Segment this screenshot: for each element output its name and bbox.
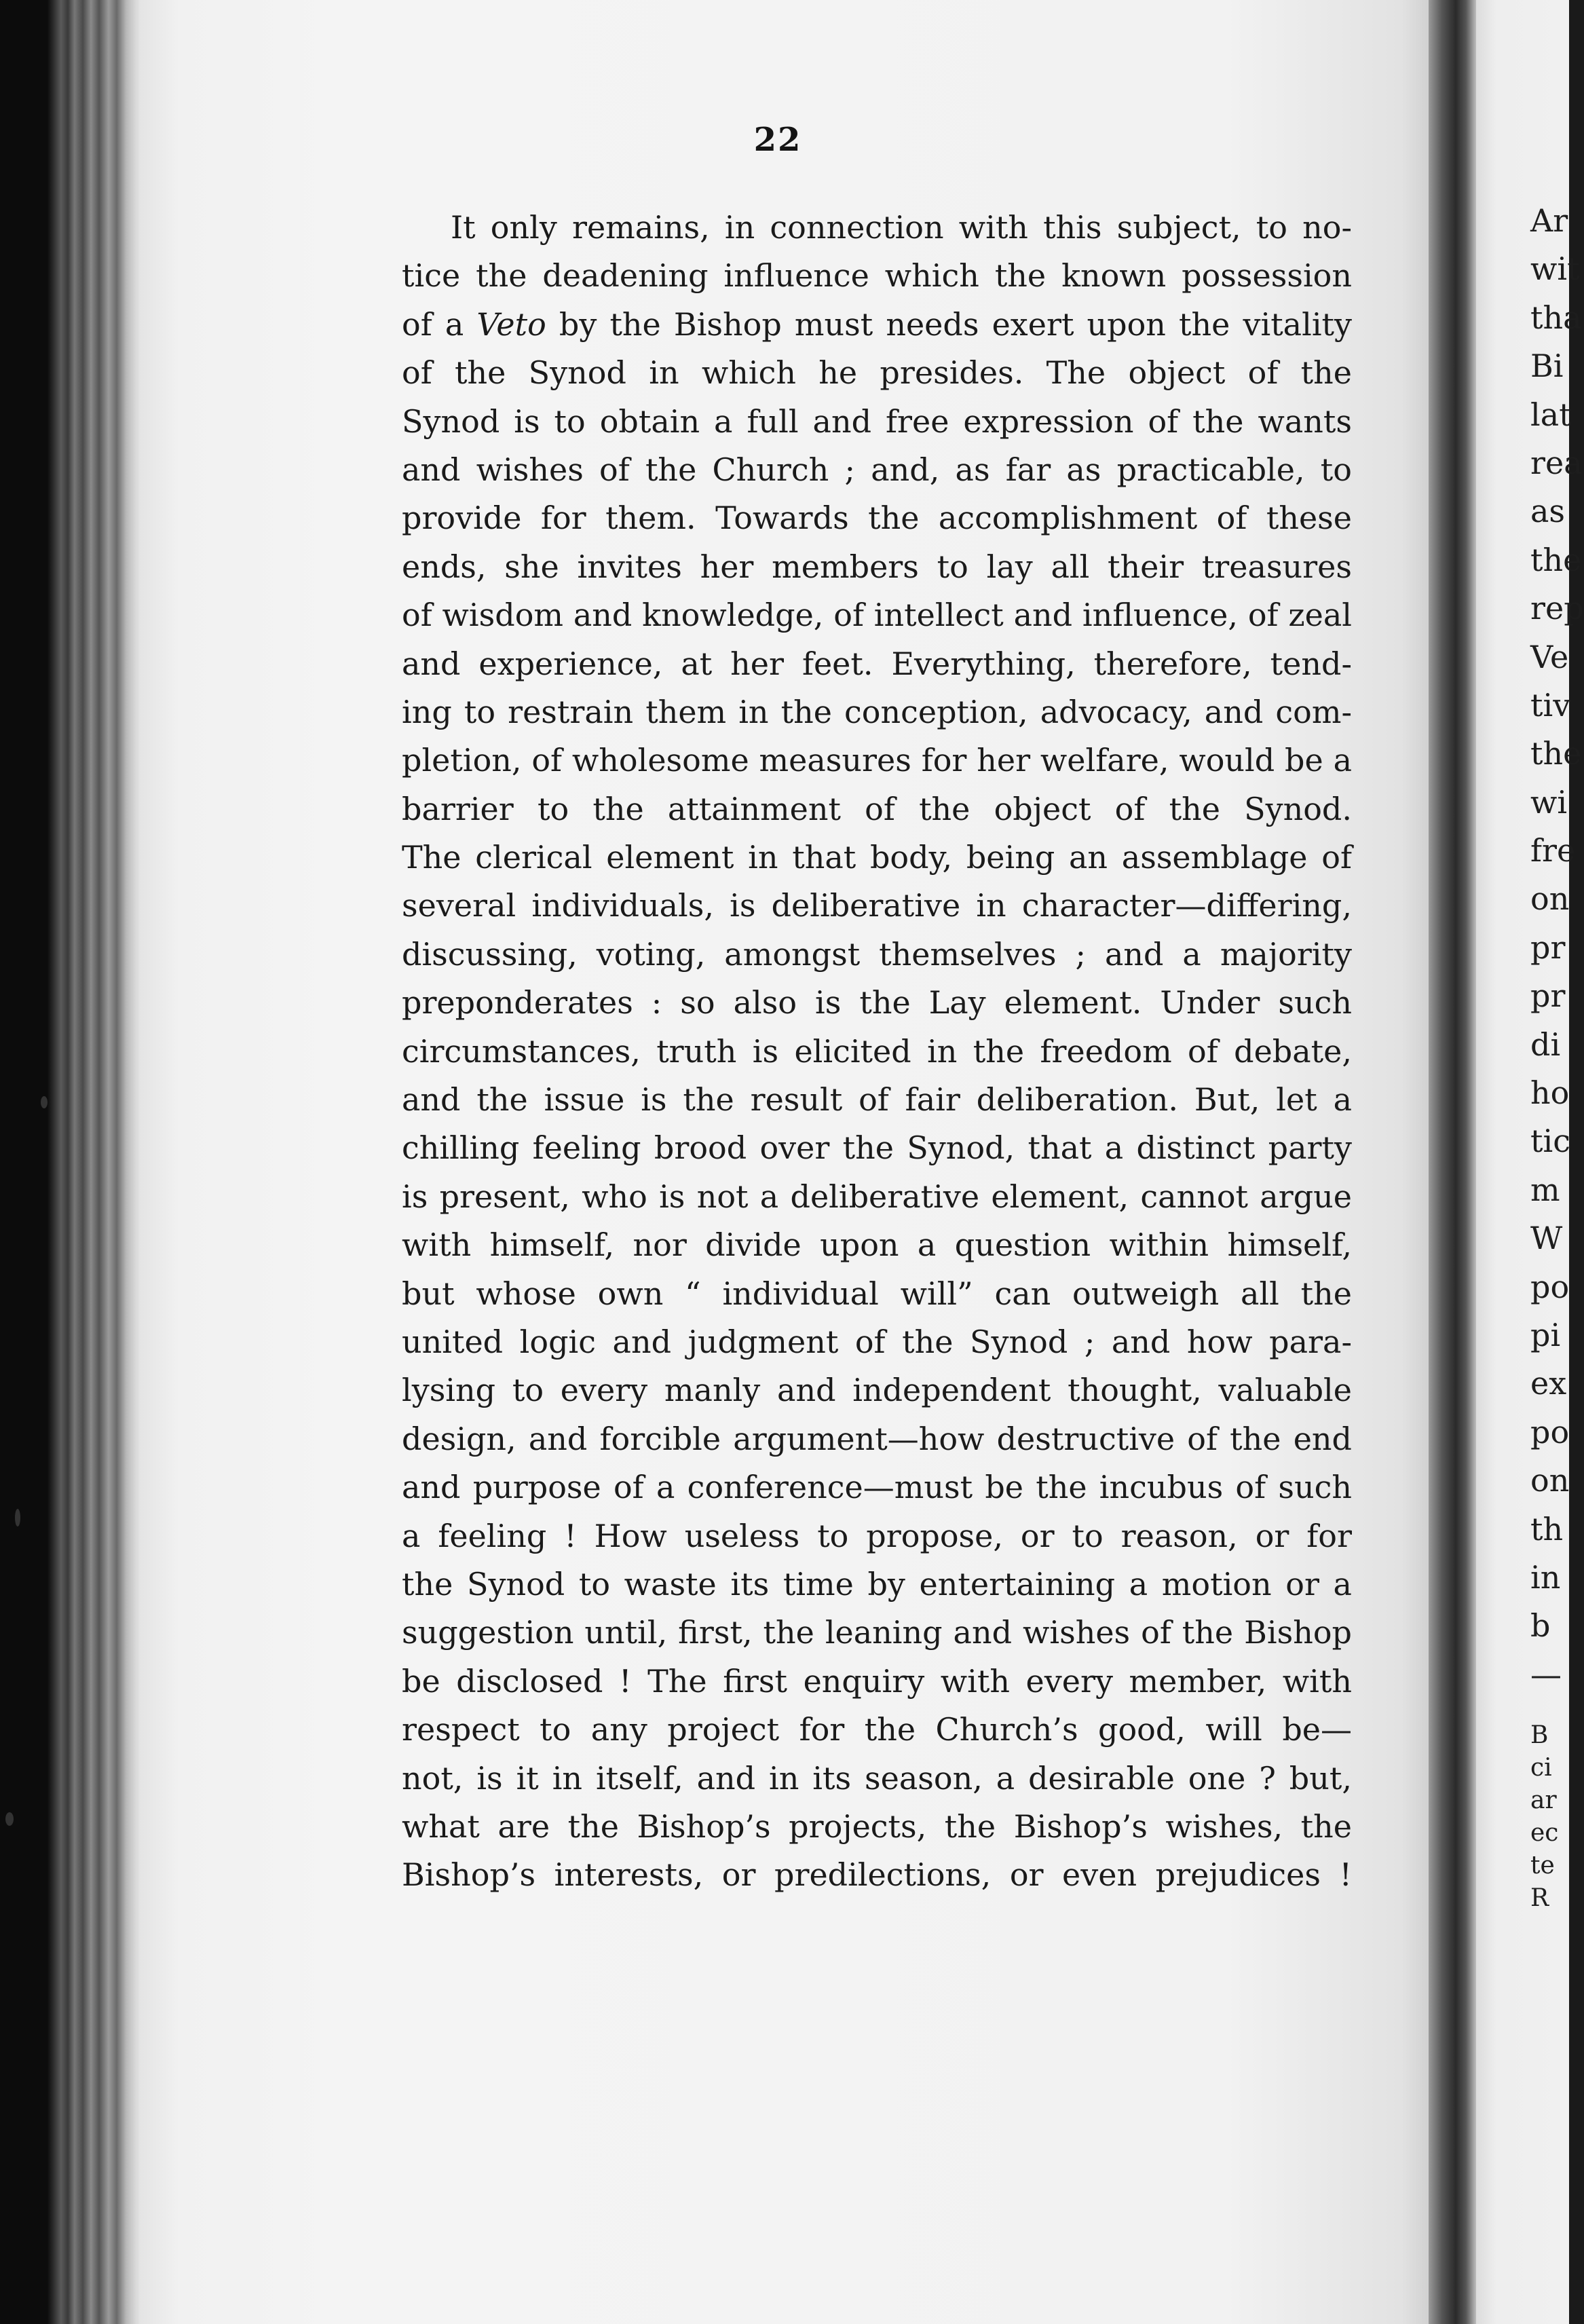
facing-page-fragment: in	[1530, 1558, 1561, 1596]
facing-page	[1476, 0, 1584, 2324]
scan-artifact	[5, 1812, 14, 1826]
text-line: several individuals, is deliberative in character—differing,	[402, 887, 1352, 924]
facing-page-fragment: th	[1530, 1510, 1564, 1548]
facing-page-fragment: b	[1530, 1607, 1551, 1645]
facing-page-fragment: —	[1530, 1655, 1562, 1693]
text-line: respect to any project for the Church’s good, will be—	[402, 1711, 1352, 1748]
facing-page-fragment: rep	[1530, 590, 1584, 627]
text-line: and purpose of a conference—must be the incubus of such	[402, 1469, 1352, 1506]
text-line: and the issue is the result of fair deliberation. But, let a	[402, 1081, 1352, 1119]
facing-page-fragment: tic	[1530, 1123, 1570, 1160]
facing-page-fragment: tha	[1530, 299, 1582, 336]
facing-page-footnote-fragment: ec	[1530, 1819, 1559, 1848]
text-line: be disclosed ! The first enquiry with every member, with	[402, 1662, 1352, 1700]
text-line: is present, who is not a deliberative element, cannot argue	[402, 1178, 1352, 1215]
facing-page-fragment: W	[1530, 1220, 1563, 1257]
facing-page-fragment: ho	[1530, 1074, 1570, 1112]
facing-page-fragment: m	[1530, 1171, 1560, 1208]
facing-page-footnote-fragment: B	[1530, 1721, 1549, 1750]
facing-page-fragment: fre	[1530, 832, 1576, 869]
text-line: provide for them. Towards the accomplishment of these	[402, 500, 1352, 537]
text-line: not, is it in itself, and in its season, a desirable one ? but,	[402, 1759, 1352, 1797]
left-book-edge	[0, 0, 143, 2324]
text-line: pletion, of wholesome measures for her welfare, would be a	[402, 742, 1352, 779]
text-line: the Synod to waste its time by entertaining a motion or a	[402, 1565, 1352, 1603]
facing-page-fragment: wi	[1530, 783, 1568, 821]
text-line: ing to restrain them in the conception, advocacy, and com-	[402, 693, 1352, 730]
facing-page-fragment: wit	[1530, 250, 1580, 288]
text-line: preponderates : so also is the Lay element. Under such	[402, 984, 1352, 1022]
facing-page-fragment: lat	[1530, 396, 1572, 433]
facing-page-fragment: Ar	[1530, 202, 1568, 239]
facing-page-fragment: pi	[1530, 1316, 1561, 1353]
text-line: united logic and judgment of the Synod ; and how para-	[402, 1323, 1352, 1360]
facing-page-gap	[1530, 1699, 1584, 1719]
text-line: a feeling ! How useless to propose, or to reason, or for	[402, 1517, 1352, 1554]
text-line: but whose own “ individual will” can outweigh all the	[402, 1275, 1352, 1312]
italic-word: Veto	[476, 305, 546, 343]
facing-page-text	[1530, 197, 1584, 1915]
text-line: lysing to every manly and independent thought, valuable	[402, 1372, 1352, 1409]
text-line: circumstances, truth is elicited in the freedom of debate,	[402, 1032, 1352, 1070]
facing-page-fragment: on	[1530, 880, 1570, 918]
facing-page-footnote-fragment: te	[1530, 1852, 1555, 1880]
facing-page-footnote-fragment: R	[1530, 1884, 1549, 1913]
text-line: chilling feeling brood over the Synod, that a distinct party	[402, 1129, 1352, 1167]
text-line: tice the deadening influence which the known possession	[402, 257, 1352, 295]
page-number: 22	[753, 121, 802, 159]
facing-page-fragment: pr	[1530, 977, 1566, 1015]
text-line: suggestion until, first, the leaning and wishes of the Bishop	[402, 1614, 1352, 1651]
facing-page-fragment: on	[1530, 1462, 1570, 1499]
body-text	[402, 204, 1352, 1900]
text-line: The clerical element in that body, being an assemblage of	[402, 839, 1352, 876]
text-line: of the Synod in which he presides. The object of the	[402, 354, 1352, 392]
text-line: Bishop’s interests, or predilections, or even prejudices !	[402, 1856, 1352, 1894]
text-line: barrier to the attainment of the object of the Synod.	[402, 790, 1352, 827]
facing-page-fragment: Ve	[1530, 638, 1569, 675]
facing-page-fragment: tiv	[1530, 686, 1571, 724]
text-line: Synod is to obtain a full and free expression of the wants	[402, 402, 1352, 440]
text-line: with himself, nor divide upon a question within himself,	[402, 1226, 1352, 1264]
facing-page-footnote-fragment: ci	[1530, 1754, 1552, 1782]
text-line: design, and forcible argument—how destructive of the end	[402, 1420, 1352, 1457]
text-line: ends, she invites her members to lay all their treasures	[402, 548, 1352, 585]
text-line: and experience, at her feet. Everything, therefore, tend-	[402, 645, 1352, 682]
facing-page-fragment: Bi	[1530, 348, 1564, 385]
facing-page-fragment: di	[1530, 1026, 1561, 1063]
facing-page-footnote-fragment: ar	[1530, 1786, 1557, 1815]
facing-page-fragment: as	[1530, 493, 1566, 530]
text-line: and wishes of the Church ; and, as far as practicable, to	[402, 451, 1352, 488]
facing-page-fragment: the	[1530, 735, 1582, 772]
facing-page-fragment: the	[1530, 541, 1582, 578]
text-line: of a Veto by the Bishop must needs exert upon the vitality	[402, 305, 1353, 343]
facing-page-fragment: po	[1530, 1268, 1570, 1305]
facing-page-fragment: po	[1530, 1413, 1570, 1450]
book-spine	[1429, 0, 1476, 2324]
facing-page-fragment: pr	[1530, 929, 1566, 966]
text-line: discussing, voting, amongst themselves ; and a majority	[402, 935, 1352, 973]
facing-page-fragment: rea	[1530, 444, 1583, 481]
facing-page-fragment: ex	[1530, 1365, 1567, 1402]
scan-artifact	[41, 1096, 48, 1108]
text-line: of wisdom and knowledge, of intellect and influence, of zeal	[402, 597, 1352, 634]
text-line: It only remains, in connection with this subject, to no-	[451, 209, 1352, 246]
scan-artifact	[15, 1509, 20, 1526]
text-line: what are the Bishop’s projects, the Bishop’s wishes, the	[402, 1807, 1352, 1845]
